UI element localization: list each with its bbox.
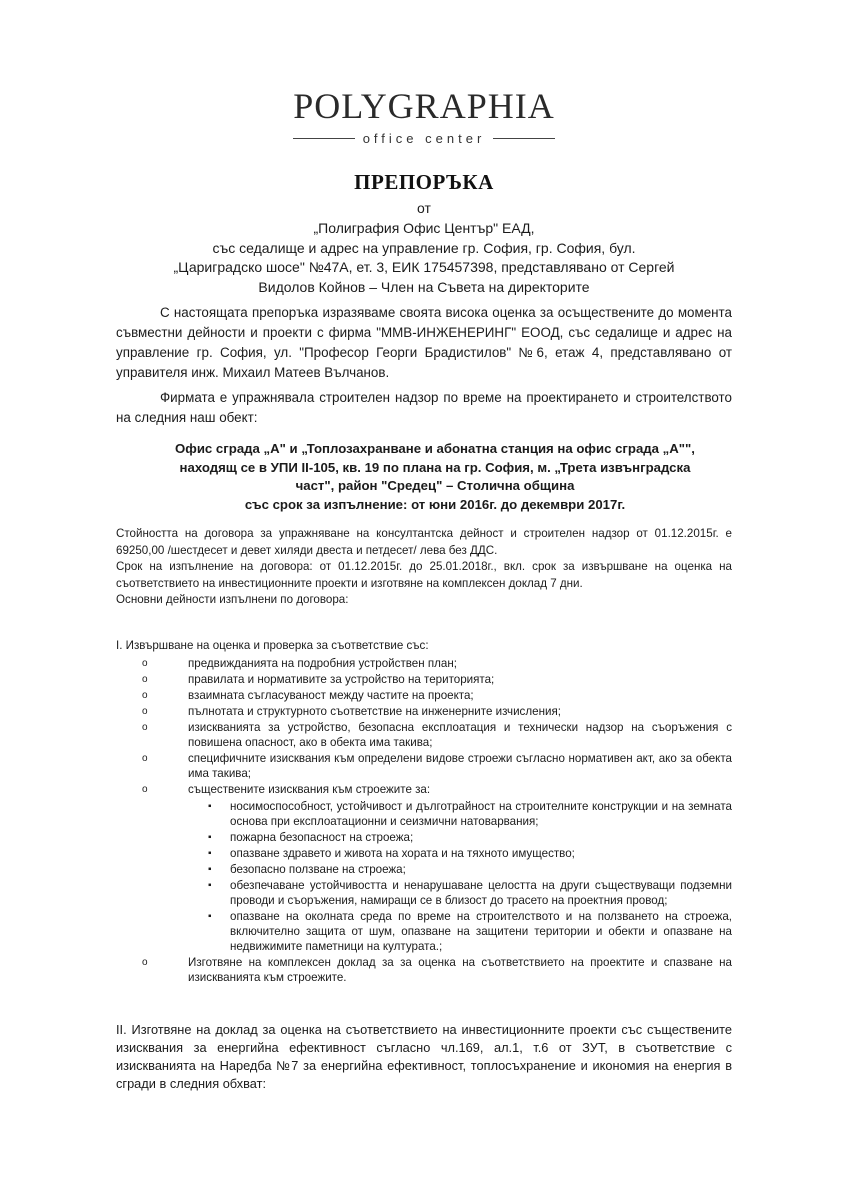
activities-heading: Основни дейности изпълнени по договора: <box>116 593 349 606</box>
issuer-line: със седалище и адрес на управление гр. София, гр. София, бул. <box>212 239 636 256</box>
list-item: o правилата и нормативите за устройство на територията; <box>188 672 732 687</box>
issuer-from: от <box>417 200 431 216</box>
logo-subtitle: office center <box>362 131 486 146</box>
issuer-line: Видолов Койнов – Член на Съвета на директорите <box>258 279 590 296</box>
logo-subtitle-row <box>293 131 556 146</box>
project-term: със срок за изпълнение: от юни 2016г. до декември 2017г. <box>244 496 626 512</box>
list-item: o предвижданията на подробния устройствен план; <box>188 656 732 671</box>
section-1-heading: I. Извършване на оценка и проверка за съответствие със: <box>116 639 429 652</box>
issuer-line: „Цариградско шосе" №47А, ет. 3, ЕИК 175457398, представлявано от Сергей <box>173 259 675 276</box>
contract-term: Срок на изпълнение на договора: от 01.12.2015г. до 25.01.2018г., вкл. срок за извършване на оценка на съответствието на инвестиционните проекти и изготвяне на комплексен доклад 7 дни. <box>116 560 732 590</box>
logo-rule-right <box>493 138 555 139</box>
company-logo <box>0 86 848 146</box>
list-item: o изискванията за устройство, безопасна експлоатация и технически надзор на съоръжения с повишена опасност, ако в обекта има такива; <box>188 720 732 750</box>
sub-list-item: ▪ пожарна безопасност на строежа; <box>230 830 732 845</box>
list-item-label: съществените изисквания към строежите за: <box>188 783 431 796</box>
issuer-line: „Полиграфия Офис Център" ЕАД, <box>313 219 535 236</box>
section-1 <box>116 638 732 986</box>
supervision-paragraph: Фирмата е упражнявала строителен надзор по време на проектирането и строителството на следния наш обект: <box>116 390 732 425</box>
sub-list-item: ▪ опазване здравето и живота на хората и на тяхното имущество; <box>230 846 732 861</box>
logo-title: POLYGRAPHIA <box>293 86 555 126</box>
list-item: o пълнотата и структурното съответствие на инженерните изчисления; <box>188 704 732 719</box>
project-line: находящ се в УПИ II-105, кв. 19 по плана на гр. София, м. „Трета извънградска <box>179 459 691 475</box>
list-item: o Изготвяне на комплексен доклад за за оценка на съответствието на проектите и спазване на изискванията към строежите. <box>188 955 732 985</box>
section-2: II. Изготвяне на доклад за оценка на съответствието на инвестиционните проекти със съществените изисквания за енергийна ефективност съгласно чл.169, ал.1, т.6 от ЗУТ, в съответствие с изискванията на Наредба №7 за енергийна ефективност, топлосъхранение и икономия на енергия в сгради в следния обхват: <box>116 1022 732 1091</box>
project-line: част", район "Средец" – Столична община <box>295 478 575 493</box>
logo-rule-left <box>293 138 355 139</box>
section-1-list <box>116 656 732 985</box>
sub-list-item: ▪ безопасно ползване на строежа; <box>230 862 732 877</box>
list-item: o взаимната съгласуваност между частите на проекта; <box>188 688 732 703</box>
intro-paragraph: С настоящата препоръка изразяваме своята висока оценка за осъществените до момента съвместни дейности и проекти с фирма "ММВ-ИНЖЕНЕРИНГ" ЕООД, със седалище и адрес на управление гр. София, ул. "Професор Георги Брадистилов" №6, етаж 4, представлявано от управителя инж. Михаил Матеев Вълчанов. <box>116 305 732 380</box>
essential-requirements-list <box>188 799 732 954</box>
sub-list-item: ▪ опазване на околната среда по време на строителството и на ползването на строежа, включително защита от шум, опазване на защитени територии и обекти и опазване на недвижимите паметници на културата.; <box>230 909 732 954</box>
project-line: Офис сграда „А" и „Топлозахранване и абонатна станция на офис сграда „А"", <box>175 441 695 456</box>
contract-details <box>116 526 732 609</box>
sub-list-item: ▪ носимоспособност, устойчивост и дълготрайност на строителните конструкции и на земната основа при експлоатационни и сеизмични натоварвания; <box>230 799 732 829</box>
issuer-block <box>100 199 748 298</box>
contract-value: Стойността на договора за упражняване на консултантска дейност и строителен надзор от 01.12.2015г. е 69250,00 /шестдесет и девет хиляди двеста и петдесет/ лева без ДДС. <box>116 527 732 557</box>
project-description <box>150 440 720 514</box>
list-item-essential-requirements <box>188 782 732 954</box>
list-item: o специфичните изисквания към определени видове строежи съгласно нормативен акт, ако за обекта има такива; <box>188 751 732 781</box>
document-title: ПРЕПОРЪКА <box>354 170 494 194</box>
sub-list-item: ▪ обезпечаване устойчивостта и ненарушаване целостта на други съществуващи подземни проводи и съоръжения, намиращи се в близост до трасето на проектния провод; <box>230 878 732 908</box>
